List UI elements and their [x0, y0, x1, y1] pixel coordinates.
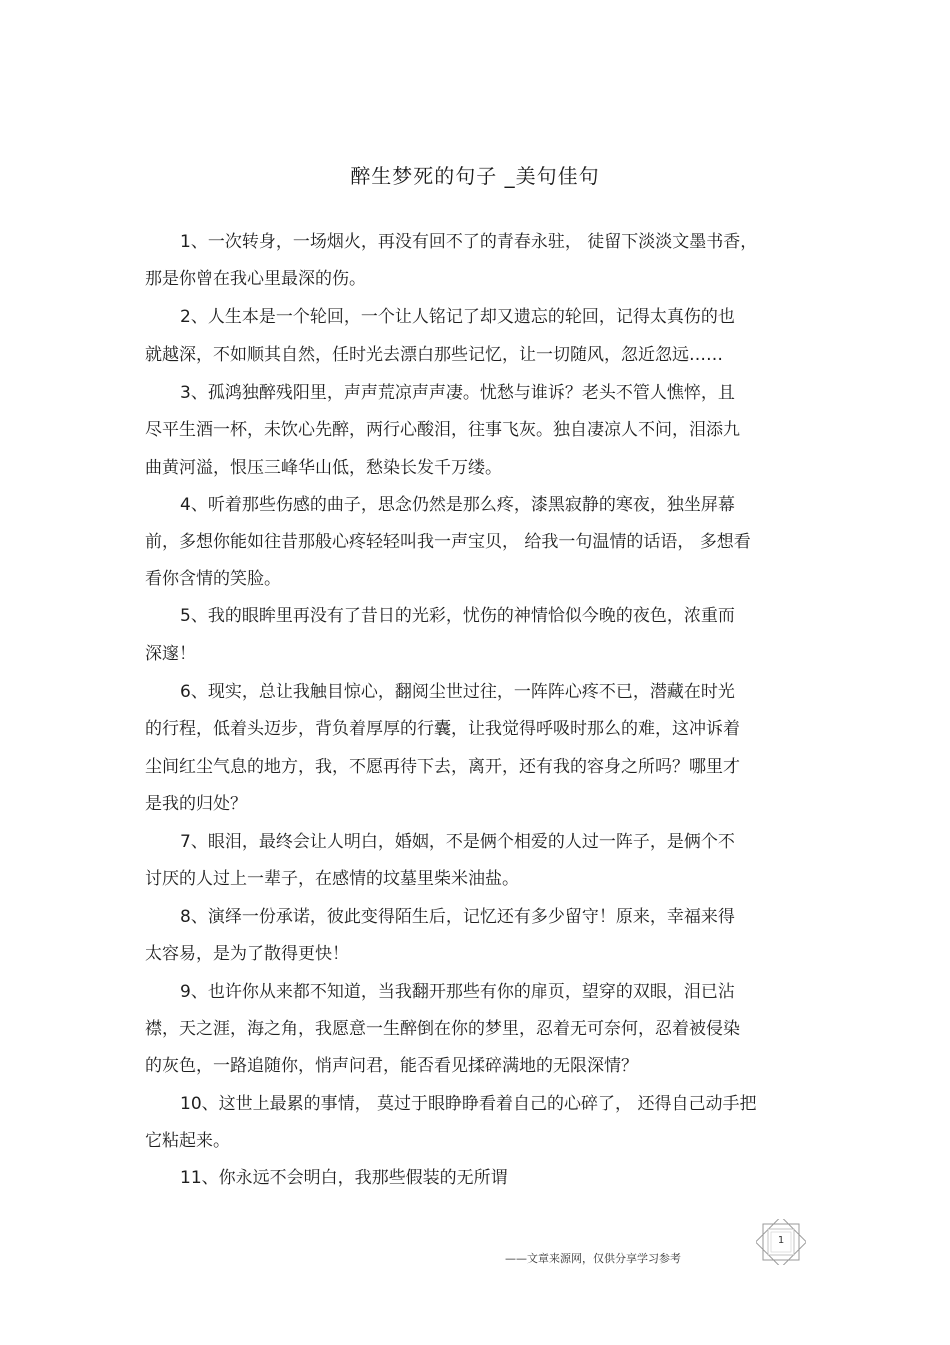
text-line: 3、孤鸿独醉残阳里，声声荒凉声声凄。忧愁与谁诉？老头不管人憔悴，且: [180, 383, 735, 403]
text-line: 7、眼泪，最终会让人明白，婚姻，不是俩个相爱的人过一阵子，是俩个不: [180, 832, 735, 852]
text-line: 前，多想你能如往昔那般心疼轻轻叫我一声宝贝， 给我一句温情的话语， 多想看: [145, 532, 751, 552]
text-line: 尽平生酒一杯，未饮心先醉，两行心酸泪，往事飞灰。独自凄凉人不问，泪添九: [145, 420, 740, 440]
text-line: 尘间红尘气息的地方，我，不愿再待下去，离开，还有我的容身之所吗？哪里才: [145, 757, 740, 777]
text-line: 就越深，不如顺其自然，任时光去漂白那些记忆，让一切随风，忽近忽远……: [145, 345, 723, 365]
text-line: 曲黄河溢，恨压三峰华山低，愁染长发千万缕。: [145, 458, 502, 478]
text-line: 它粘起来。: [145, 1131, 230, 1151]
text-line: 10、这世上最累的事情， 莫过于眼睁睁看着自己的心碎了， 还得自己动手把: [180, 1094, 757, 1114]
text-line: 的灰色，一路追随你，悄声问君，能否看见揉碎满地的无限深情？: [145, 1056, 638, 1076]
text-line: 8、演绎一份承诺，彼此变得陌生后，记忆还有多少留守！原来，幸福来得: [180, 907, 735, 927]
page-title: 醉生梦死的句子 _美句佳句: [350, 164, 600, 188]
text-line: 5、我的眼眸里再没有了昔日的光彩，忧伤的神情恰似今晚的夜色，浓重而: [180, 606, 735, 626]
text-line: 是我的归处？: [145, 794, 247, 814]
text-line: 2、人生本是一个轮回，一个让人铭记了却又遗忘的轮回，记得太真伤的也: [180, 307, 735, 327]
text-line: 太容易，是为了散得更快！: [145, 944, 349, 964]
text-line: 深邃！: [145, 644, 196, 664]
text-line: 那是你曾在我心里最深的伤。: [145, 269, 366, 289]
page-number: 1: [777, 1235, 785, 1246]
text-line: 11、你永远不会明白，我那些假装的无所谓: [180, 1168, 508, 1188]
text-line: 1、一次转身，一场烟火，再没有回不了的青春永驻， 徒留下淡淡文墨书香，: [180, 232, 758, 252]
text-line: 4、听着那些伤感的曲子，思念仍然是那么疼，漆黑寂静的寒夜，独坐屏幕: [180, 495, 735, 515]
footer-source-note: ——文章来源网，仅供分享学习参考: [505, 1252, 681, 1265]
text-line: 6、现实，总让我触目惊心，翻阅尘世过往，一阵阵心疼不已，潜藏在时光: [180, 682, 735, 702]
text-line: 看你含情的笑脸。: [145, 569, 281, 589]
text-line: 襟，天之涯，海之角，我愿意一生醉倒在你的梦里，忍着无可奈何，忍着被侵染: [145, 1019, 740, 1039]
text-line: 9、也许你从来都不知道，当我翻开那些有你的扉页，望穿的双眼，泪已沾: [180, 982, 735, 1002]
text-line: 的行程，低着头迈步，背负着厚厚的行囊，让我觉得呼吸时那么的难，这冲诉着: [145, 719, 740, 739]
text-line: 讨厌的人过上一辈子，在感情的坟墓里柴米油盐。: [145, 869, 519, 889]
